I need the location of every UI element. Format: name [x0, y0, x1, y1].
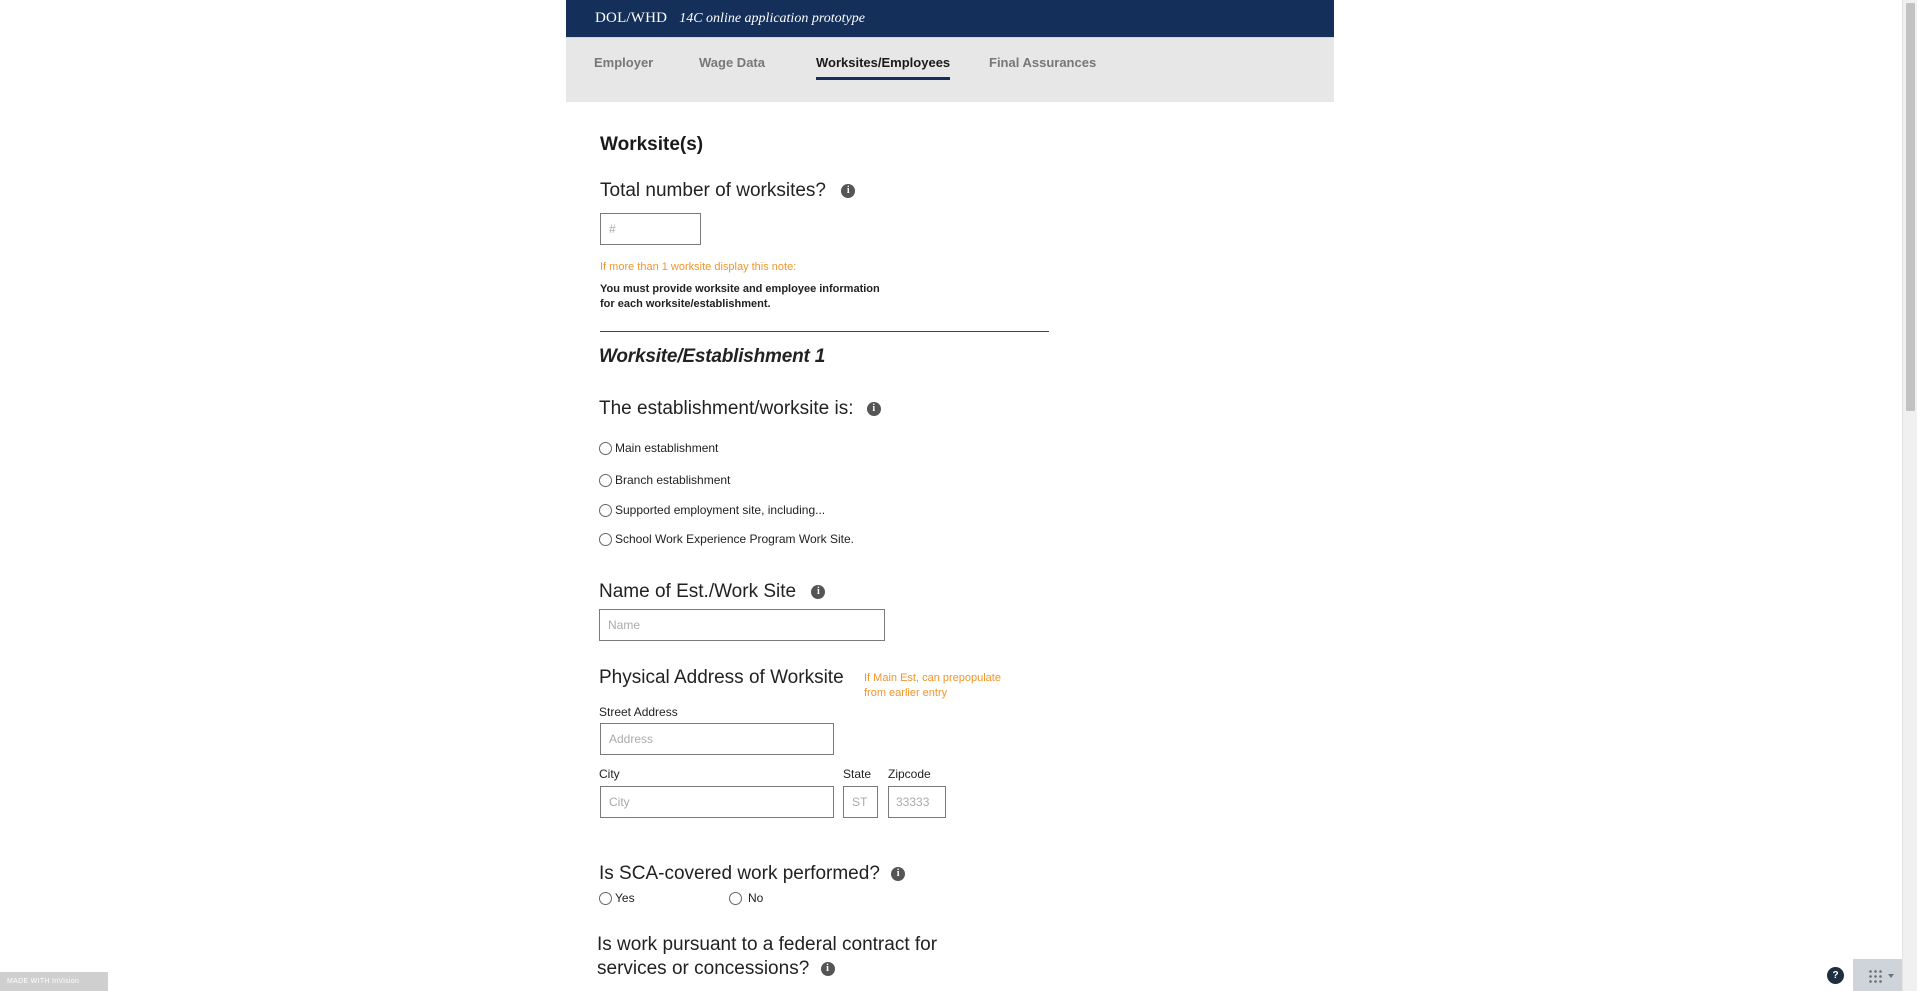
federal-question-line1: Is work pursuant to a federal contract for	[597, 934, 938, 955]
tab-wage-data[interactable]: Wage Data	[699, 55, 765, 70]
radio-school-work-experience[interactable]	[599, 532, 854, 546]
multi-worksite-note-line2: for each worksite/establishment.	[600, 298, 771, 310]
city-label: City	[599, 767, 620, 781]
street-placeholder: Address	[609, 732, 654, 746]
establishment-title: Worksite/Establishment 1	[599, 346, 826, 367]
radio-label: No	[748, 891, 764, 905]
address-note-line2: from earlier entry	[864, 687, 948, 699]
tab-final-assurances[interactable]: Final Assurances	[989, 55, 1097, 70]
radio-branch-establishment[interactable]	[599, 473, 730, 487]
info-icon[interactable]: i	[821, 962, 835, 976]
state-placeholder: ST	[852, 795, 868, 809]
establishment-type-question	[599, 398, 881, 420]
street-address-input[interactable]	[600, 723, 834, 755]
address-question: Physical Address of Worksite	[599, 667, 844, 688]
info-icon[interactable]: i	[891, 867, 905, 881]
info-icon[interactable]: i	[811, 585, 825, 599]
tab-bar	[566, 37, 1334, 102]
radio-button[interactable]	[599, 892, 612, 905]
radio-label: Branch establishment	[615, 473, 731, 487]
sca-question	[599, 863, 905, 885]
scrollbar-thumb[interactable]	[1906, 3, 1915, 411]
zip-label: Zipcode	[888, 767, 931, 781]
radio-button[interactable]	[729, 892, 742, 905]
radio-button[interactable]	[599, 533, 612, 546]
city-input[interactable]	[600, 786, 834, 818]
sca-label: Is SCA-covered work performed?	[599, 863, 880, 884]
multi-worksite-note	[600, 282, 880, 312]
site-name-placeholder: Name	[608, 618, 641, 632]
app-subtitle: 14C online application prototype	[679, 10, 865, 26]
radio-supported-employment[interactable]	[599, 503, 825, 517]
radio-label: Supported employment site, including...	[615, 503, 826, 517]
scrollbar[interactable]	[1902, 0, 1917, 991]
state-label: State	[843, 767, 872, 781]
radio-label: School Work Experience Program Work Site.	[615, 532, 854, 546]
total-worksites-question	[600, 180, 855, 202]
city-placeholder: City	[609, 795, 630, 809]
street-label: Street Address	[599, 705, 678, 719]
federal-contract-question	[597, 933, 937, 981]
multi-worksite-note-line1: You must provide worksite and employee information	[600, 283, 880, 295]
site-name-label: Name of Est./Work Site	[599, 581, 797, 602]
info-icon[interactable]: i	[867, 402, 881, 416]
radio-sca-no[interactable]	[729, 891, 763, 905]
total-worksites-input[interactable]	[600, 213, 701, 245]
chevron-down-icon	[1888, 974, 1894, 978]
establishment-type-label: The establishment/worksite is:	[599, 398, 854, 419]
info-icon[interactable]: i	[841, 184, 855, 198]
state-input[interactable]	[843, 786, 878, 818]
total-worksites-label: Total number of worksites?	[600, 180, 826, 201]
help-button[interactable]: ?	[1827, 967, 1844, 984]
address-prepopulate-note	[864, 671, 1001, 701]
section-divider	[600, 331, 1049, 332]
section-title: Worksite(s)	[600, 134, 704, 155]
tab-employer[interactable]: Employer	[594, 55, 654, 70]
invision-badge[interactable]: MADE WITH InVision	[0, 972, 108, 991]
address-note-line1: If Main Est, can prepopulate	[864, 672, 1001, 684]
federal-question-line2: services or concessions?	[597, 958, 810, 979]
zip-placeholder: 33333	[896, 795, 930, 809]
prototype-menu-button[interactable]	[1853, 959, 1903, 991]
radio-sca-yes[interactable]	[599, 891, 635, 905]
radio-button[interactable]	[599, 442, 612, 455]
site-name-input[interactable]	[599, 609, 885, 641]
multi-worksite-note-label: If more than 1 worksite display this note:	[600, 261, 797, 273]
top-bar	[566, 0, 1334, 37]
total-worksites-placeholder: #	[609, 222, 616, 236]
tab-worksites-employees[interactable]: Worksites/Employees	[816, 55, 951, 70]
app-container	[566, 0, 1334, 102]
grid-icon	[1868, 969, 1884, 983]
radio-button[interactable]	[599, 504, 612, 517]
radio-label: Yes	[615, 891, 635, 905]
zip-input[interactable]	[888, 786, 946, 818]
site-name-question	[599, 581, 825, 603]
radio-main-establishment[interactable]	[599, 441, 718, 455]
radio-button[interactable]	[599, 474, 612, 487]
radio-label: Main establishment	[615, 441, 719, 455]
brand-name: DOL/WHD	[595, 10, 668, 26]
